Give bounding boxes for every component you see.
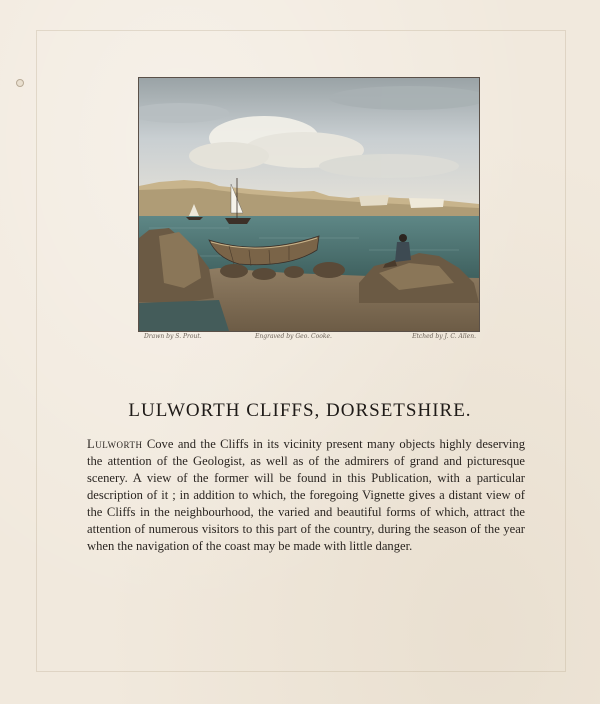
plate-credits [138, 333, 478, 345]
credit-engraver: Engraved by Geo. Cooke. [255, 333, 332, 340]
engraving-plate [138, 77, 480, 332]
description-lead-word: Lulworth [87, 437, 143, 451]
credit-artist: Drawn by S. Prout. [144, 333, 202, 340]
page-title: LULWORTH CLIFFS, DORSETSHIRE. [128, 400, 472, 421]
engraving-illustration [139, 78, 479, 331]
description-paragraph [87, 436, 525, 555]
credit-etcher: Etched by J. C. Allen. [412, 333, 476, 340]
pinhole-mark [16, 79, 24, 87]
description-text: Cove and the Cliffs in its vicinity present many objects highly deserving the attention of the Geologist, as well as of the admirers of grand and picturesque scenery. A view of the former will be found in this Publication, with a particular description of it ; in addition to which, the foregoing Vignette gives a distant view of the Cliffs in the neighbourhood, the varied and beautiful forms of which, attract the attention of numerous visitors to this part of the country, during the season of the year when the navigation of the coast may be made with little danger. [87, 437, 525, 553]
